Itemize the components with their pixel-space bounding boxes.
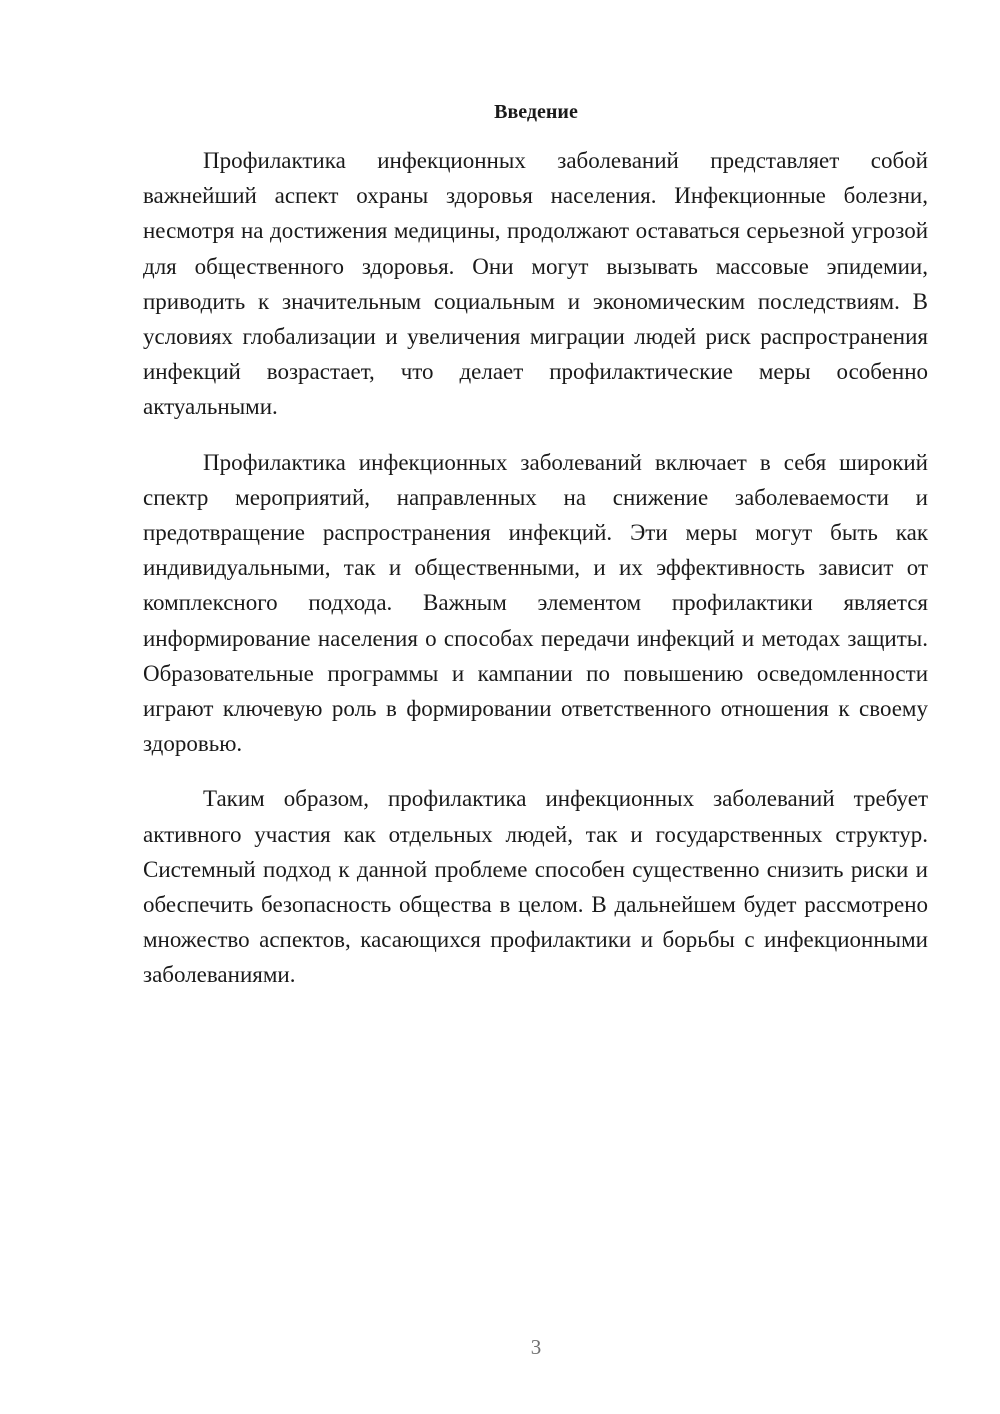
page-title: Введение	[494, 101, 578, 123]
paragraph-2: Профилактика инфекционных заболеваний включает в себя широкий спектр мероприятий, направленных на снижение заболеваемости и предотвращение распространения инфекций. Эти меры могут быть как индивидуальными, так и общественными, и их эффективность зависит от комплексного подхода. Важным элементом профилактики является информирование населения о способах передачи инфекций и методах защиты. Образовательные программы и кампании по повышению осведомленности играют ключевую роль в формировании ответственного отношения к своему здоровью.	[143, 449, 928, 757]
paragraph-1: Профилактика инфекционных заболеваний представляет собой важнейший аспект охраны здоровья населения. Инфекционные болезни, несмотря на достижения медицины, продолжают оставаться серьезной угрозой для общественного здоровья. Они могут вызывать массовые эпидемии, приводить к значительным социальным и экономическим последствиям. В условиях глобализации и увеличения миграции людей риск распространения инфекций возрастает, что делает профилактические меры особенно актуальными.	[143, 148, 928, 420]
paragraph-3: Таким образом, профилактика инфекционных заболеваний требует активного участия как отдельных людей, так и государственных структур. Системный подход к данной проблеме способен существенно снизить риски и обеспечить безопасность общества в целом. В дальнейшем будет рассмотрено множество аспектов, касающихся профилактики и борьбы с инфекционными заболеваниями.	[143, 786, 928, 988]
document-body	[143, 143, 928, 1013]
page-number: 3	[530, 1335, 542, 1359]
